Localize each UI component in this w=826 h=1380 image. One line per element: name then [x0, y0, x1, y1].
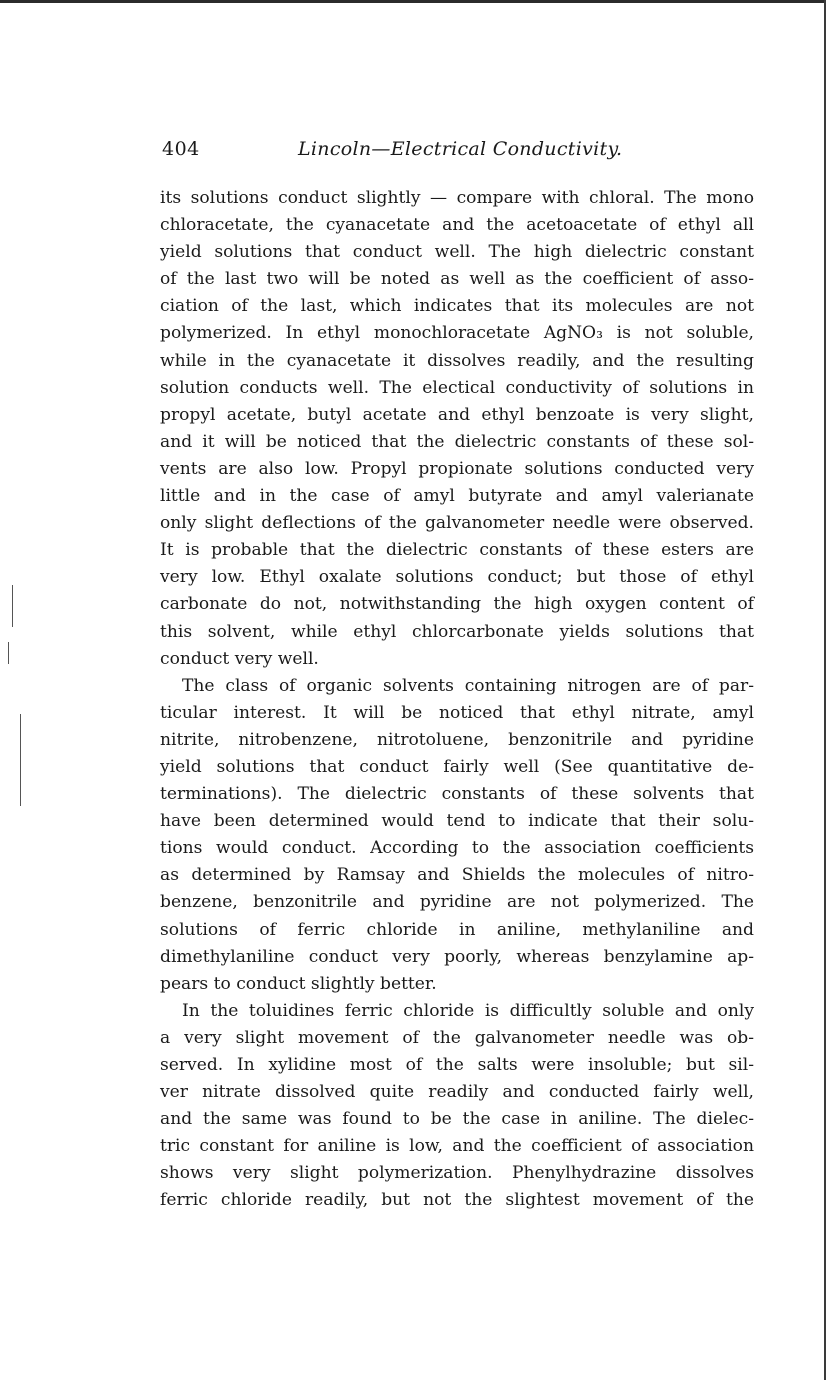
text-line: very low. Ethyl oxalate solutions conduct; but those of ethyl [160, 567, 754, 588]
text-line: solution conducts well. The electical conductivity of solutions in [160, 377, 754, 398]
text-line: of the last two will be noted as well as the coefficient of asso- [160, 269, 754, 290]
page-top-edge [0, 0, 826, 3]
text-line: shows very slight polymerization. Phenylhydrazine dissolves [160, 1163, 754, 1184]
text-line: tric constant for aniline is low, and the coefficient of association [160, 1136, 754, 1157]
text-line: ciation of the last, which indicates that its molecules are not [160, 296, 754, 317]
text-line: tions would conduct. According to the association coefficients [160, 838, 754, 859]
text-line: a very slight movement of the galvanometer needle was ob- [160, 1027, 754, 1048]
text-line: In the toluidines ferric chloride is difficultly soluble and only [182, 1000, 754, 1021]
text-line: dimethylaniline conduct very poorly, whereas benzylamine ap- [160, 946, 754, 967]
margin-mark [12, 585, 13, 627]
text-line: pears to conduct slightly better. [160, 973, 437, 994]
margin-mark [8, 642, 9, 664]
text-line: The class of organic solvents containing nitrogen are of par- [182, 675, 754, 696]
text-line: ticular interest. It will be noticed that ethyl nitrate, amyl [160, 702, 754, 723]
text-line: It is probable that the dielectric constants of these esters are [160, 540, 754, 561]
body-text [160, 185, 754, 1215]
text-line: ver nitrate dissolved quite readily and conducted fairly well, [160, 1082, 754, 1103]
text-line: only slight deflections of the galvanometer needle were observed. [160, 513, 754, 534]
text-line: little and in the case of amyl butyrate and amyl valerianate [160, 486, 754, 507]
text-line: polymerized. In ethyl monochloracetate AgNO₃ is not soluble, [160, 323, 754, 344]
text-line: conduct very well. [160, 648, 319, 669]
text-line: while in the cyanacetate it dissolves readily, and the resulting [160, 350, 754, 371]
text-line: carbonate do not, notwithstanding the high oxygen content of [160, 594, 754, 615]
text-line: yield solutions that conduct fairly well (See quantitative de- [160, 756, 754, 777]
text-line: chloracetate, the cyanacetate and the acetoacetate of ethyl all [160, 215, 754, 236]
paragraph [160, 185, 754, 673]
running-title: Lincoln—Electrical Conductivity. [298, 138, 623, 160]
text-line: and it will be noticed that the dielectric constants of these sol- [160, 431, 754, 452]
text-line: propyl acetate, butyl acetate and ethyl benzoate is very slight, [160, 404, 754, 425]
text-line: vents are also low. Propyl propionate solutions conducted very [160, 458, 754, 479]
paragraph [160, 673, 754, 998]
text-line: ferric chloride readily, but not the slightest movement of the [160, 1190, 754, 1211]
page-number: 404 [162, 138, 200, 160]
text-line: and the same was found to be the case in aniline. The dielec- [160, 1109, 754, 1130]
margin-mark [20, 714, 21, 806]
text-line: served. In xylidine most of the salts were insoluble; but sil- [160, 1055, 754, 1075]
text-line: terminations). The dielectric constants of these solvents that [160, 784, 754, 805]
text-line: this solvent, while ethyl chlorcarbonate yields solutions that [160, 621, 754, 642]
text-line: have been determined would tend to indicate that their solu- [160, 811, 754, 832]
running-head [162, 134, 752, 164]
text-line: nitrite, nitrobenzene, nitrotoluene, benzonitrile and pyridine [160, 729, 754, 750]
text-line: its solutions conduct slightly — compare with chloral. The mono [160, 188, 754, 208]
paragraph [160, 998, 754, 1215]
text-line: benzene, benzonitrile and pyridine are not polymerized. The [160, 892, 754, 913]
text-line: as determined by Ramsay and Shields the molecules of nitro- [160, 865, 754, 886]
text-line: solutions of ferric chloride in aniline, methylaniline and [160, 919, 754, 940]
text-line: yield solutions that conduct well. The high dielectric constant [160, 242, 754, 263]
